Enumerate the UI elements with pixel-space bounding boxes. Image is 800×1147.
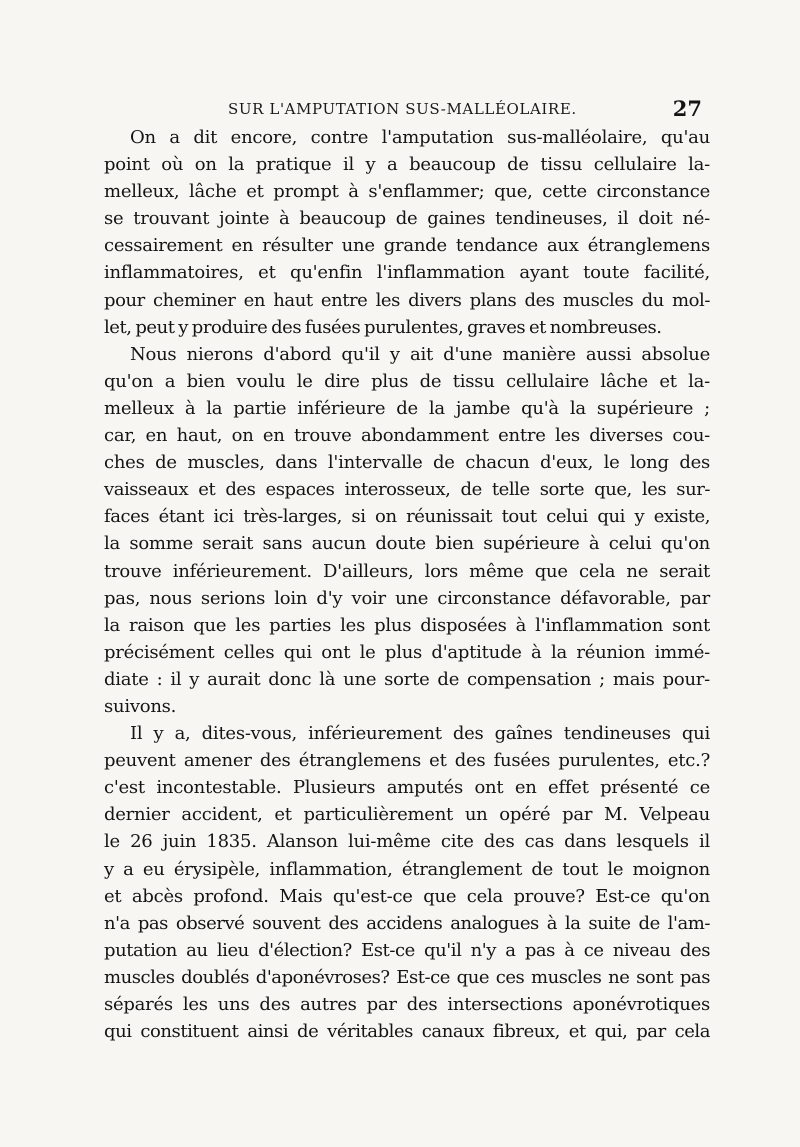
text-line: car, en haut, on en trouve abondamment entre les diverses cou- [104,425,710,447]
text-line: melleux, lâche et prompt à s'enflammer; que, cette circonstance [104,181,710,203]
text-line: let, peut y produire des fusées purulentes, graves et nombreuses. [104,316,662,338]
text-line: n'a pas observé souvent des accidens analogues à la suite de l'am- [104,912,710,934]
text-line: point où on la pratique il y a beaucoup de tissu cellulaire la- [104,154,710,176]
text-line: inflammatoires, et qu'enfin l'inflammation ayant toute facilité, [104,262,710,284]
text-line: peuvent amener des étranglemens et des fusées purulentes, etc.? [104,750,710,772]
text-line: précisément celles qui ont le plus d'aptitude à la réunion immé- [104,641,710,663]
text-line: diate : il y aurait donc là une sorte de compensation ; mais pour- [104,668,710,690]
text-line: suivons. [104,695,177,717]
text-line: putation au lieu d'élection? Est-ce qu'il n'y a pas à ce niveau des [104,939,710,961]
text-line: se trouvant jointe à beaucoup de gaines tendineuses, il doit né- [104,208,710,230]
page-number: 27 [672,96,702,121]
text-line: faces étant ici très-larges, si on réunissait tout celui qui y existe, [104,506,710,528]
text-line: muscles doublés d'aponévroses? Est-ce que ces muscles ne sont pas [104,966,710,988]
text-line: pour cheminer en haut entre les divers plans des muscles du mol- [104,289,710,311]
text-line: vaisseaux et des espaces interosseux, de telle sorte que, les sur- [104,479,710,501]
text-line: pas, nous serions loin d'y voir une circonstance défavorable, par [104,587,710,609]
text-line: la raison que les parties les plus disposées à l'inflammation sont [104,614,710,636]
text-line: melleux à la partie inférieure de la jambe qu'à la supérieure ; [104,397,710,419]
text-line: y a eu érysipèle, inflammation, étranglement de tout le moignon [104,858,710,880]
text-line: et abcès profond. Mais qu'est-ce que cela prouve? Est-ce qu'on [104,885,710,907]
running-head: SUR L'AMPUTATION SUS-MALLÉOLAIRE. [228,100,577,118]
text-line: la somme serait sans aucun doute bien supérieure à celui qu'on [104,533,710,555]
text-line: On a dit encore, contre l'amputation sus-malléolaire, qu'au [130,127,710,148]
text-line: c'est incontestable. Plusieurs amputés ont en effet présenté ce [104,777,710,799]
text-line: cessairement en résulter une grande tendance aux étranglemens [104,235,710,257]
text-line: le 26 juin 1835. Alanson lui-même cite des cas dans lesquels il [104,831,710,853]
page-header [110,96,710,126]
body-text [104,124,710,1045]
text-line: dernier accident, et particulièrement un opéré par M. Velpeau [104,804,710,826]
text-line: séparés les uns des autres par des intersections aponévrotiques [104,994,710,1015]
text-line: ches de muscles, dans l'intervalle de chacun d'eux, le long des [104,452,710,474]
text-line: qui constituent ainsi de véritables canaux fibreux, et qui, par cela [104,1021,710,1043]
text-line: qu'on a bien voulu le dire plus de tissu cellulaire lâche et la- [104,370,710,392]
text-line: Il y a, dites-vous, inférieurement des gaînes tendineuses qui [130,723,710,745]
text-line: Nous nierons d'abord qu'il y ait d'une manière aussi absolue [130,343,710,365]
text-line: trouve inférieurement. D'ailleurs, lors même que cela ne serait [104,560,710,582]
